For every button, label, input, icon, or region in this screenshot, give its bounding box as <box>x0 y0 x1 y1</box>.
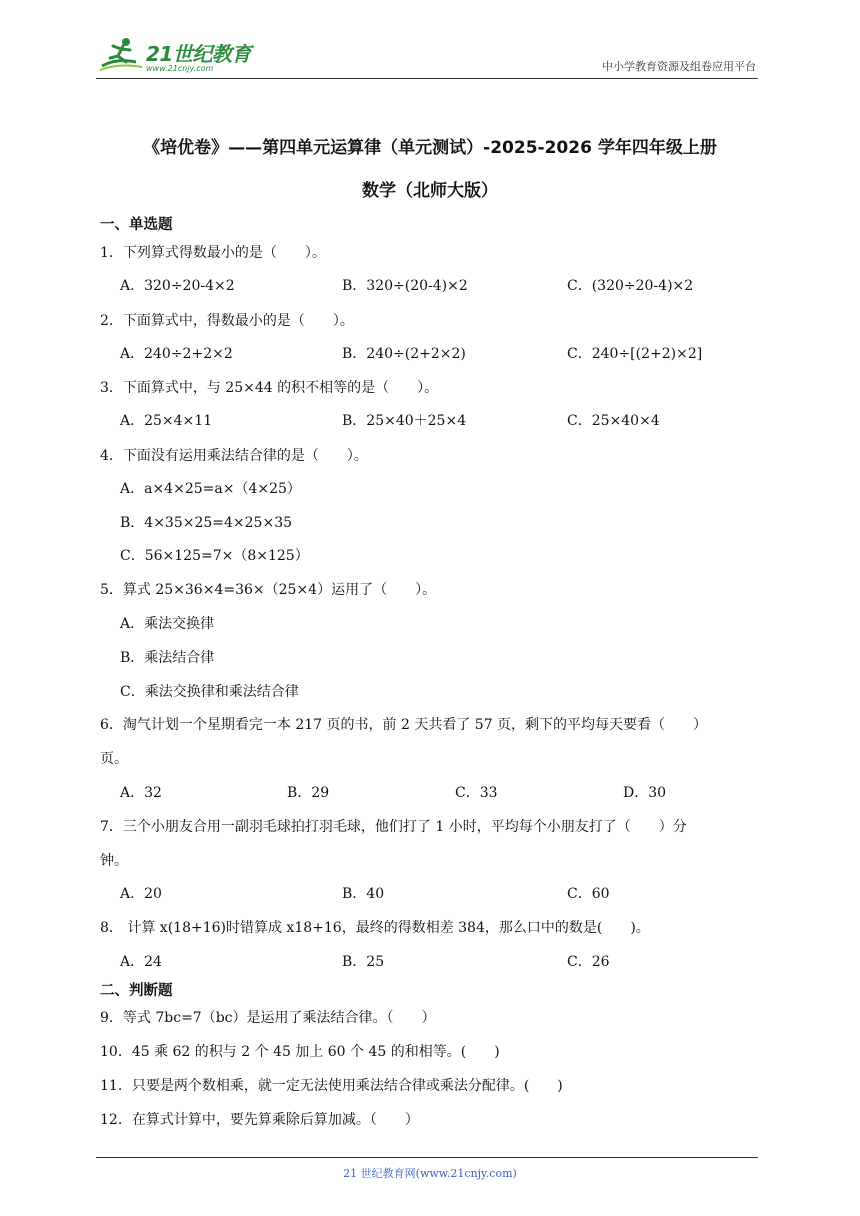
question-text: 8． 计算 x(18+16)时错算成 x18+16，最终的得数相差 384，那么口中的数是( )。 <box>100 920 650 936</box>
logo-text: 21世纪教育 <box>146 42 251 66</box>
question-text: 5．算式 25×36×4=36×（25×4）运用了（ ）。 <box>100 582 437 598</box>
question-text: 1．下列算式得数最小的是（ ）。 <box>100 245 326 261</box>
section-heading-single-choice: 一、单选题 <box>100 217 173 233</box>
footer-divider <box>96 1157 758 1158</box>
option-c: C．33 <box>455 785 498 801</box>
option-a: A．24 <box>120 954 162 970</box>
header-platform-text: 中小学教育资源及组卷应用平台 <box>602 60 756 73</box>
option-c: C．25×40×4 <box>567 413 660 429</box>
question-text: 2．下面算式中，得数最小的是（ ）。 <box>100 313 354 329</box>
option-c: C．(320÷20-4)×2 <box>567 278 694 294</box>
option-d: D．30 <box>623 785 667 801</box>
option-b: B．25×40＋25×4 <box>342 413 467 429</box>
page-title: 《培优卷》——第四单元运算律（单元测试）-2025-2026 学年四年级上册 <box>143 138 717 158</box>
question-text: 12．在算式计算中，要先算乘除后算加减。（ ） <box>100 1112 419 1128</box>
option-a: A．a×4×25=a×（4×25） <box>120 481 301 497</box>
question-text: 3．下面算式中，与 25×44 的积不相等的是（ ）。 <box>100 380 439 396</box>
logo-url: www.21cnjy.com <box>146 64 214 73</box>
site-logo <box>96 36 256 76</box>
page-title-line2: 数学（北师大版） <box>362 181 498 201</box>
option-b: B．25 <box>342 954 385 970</box>
question-text: 6．淘气计划一个星期看完一本 217 页的书，前 2 天共看了 57 页，剩下的平均每天要看（ ） <box>100 717 708 733</box>
question-text-continued: 钟。 <box>100 853 128 869</box>
question-text: 11．只要是两个数相乘，就一定无法使用乘法结合律或乘法分配律。( ) <box>100 1078 563 1094</box>
question-text-continued: 页。 <box>100 751 128 767</box>
option-a: A．乘法交换律 <box>120 616 215 632</box>
option-a: A．25×4×11 <box>120 413 213 429</box>
question-text: 10．45 乘 62 的积与 2 个 45 加上 60 个 45 的和相等。( ) <box>100 1044 500 1060</box>
option-b: B．240÷(2+2×2) <box>342 346 466 362</box>
question-text: 9．等式 7bc=7（bc）是运用了乘法结合律。（ ） <box>100 1010 436 1026</box>
option-a: A．20 <box>120 886 162 902</box>
footer-text[interactable]: 21 世纪教育网(www.21cnjy.com) <box>343 1167 517 1180</box>
page-header <box>96 34 758 79</box>
option-a: A．32 <box>120 785 162 801</box>
option-b: B．29 <box>287 785 330 801</box>
option-a: A．240÷2+2×2 <box>120 346 233 362</box>
option-a: A．320÷20-4×2 <box>120 278 235 294</box>
option-b: B．40 <box>342 886 385 902</box>
option-b: B．4×35×25=4×25×35 <box>120 515 293 531</box>
option-c: C．乘法交换律和乘法结合律 <box>120 684 299 700</box>
option-c: C．56×125=7×（8×125） <box>120 548 309 564</box>
section-heading-true-false: 二、判断题 <box>100 983 173 999</box>
option-c: C．26 <box>567 954 610 970</box>
option-b: B．乘法结合律 <box>120 650 215 666</box>
option-c: C．60 <box>567 886 610 902</box>
option-c: C．240÷[(2+2)×2] <box>567 346 703 362</box>
question-text: 4．下面没有运用乘法结合律的是（ ）。 <box>100 448 368 464</box>
option-b: B．320÷(20-4)×2 <box>342 278 468 294</box>
question-text: 7．三个小朋友合用一副羽毛球拍打羽毛球，他们打了 1 小时，平均每个小朋友打了（ ）分 <box>100 819 687 835</box>
runner-logo-icon <box>96 36 146 76</box>
